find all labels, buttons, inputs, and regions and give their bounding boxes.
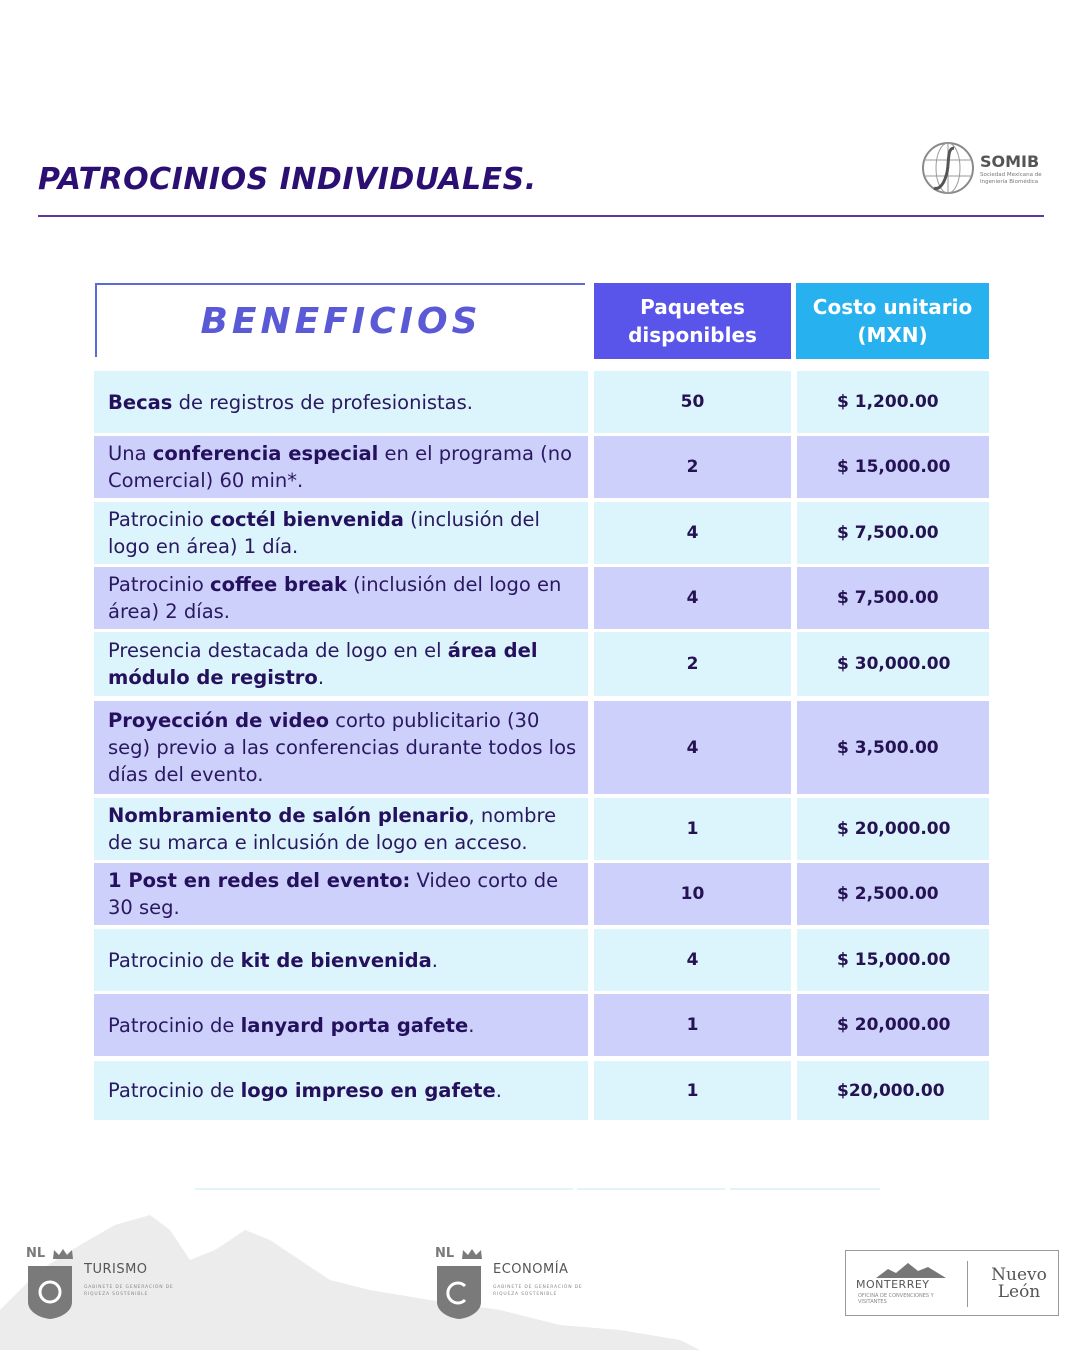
table-row	[94, 502, 989, 564]
monterrey-name: MONTERREY	[856, 1278, 930, 1291]
cost-cell: $ 3,500.00	[797, 701, 989, 794]
benefit-cell: Becas de registros de profesionistas.	[94, 371, 588, 433]
header-benefits	[95, 283, 585, 357]
crown-icon	[52, 1248, 74, 1260]
faint-divider	[577, 1188, 725, 1190]
economia-nl: NL	[435, 1246, 455, 1261]
shield-icon	[435, 1264, 483, 1320]
packages-cell: 1	[594, 798, 791, 860]
crown-icon	[461, 1248, 483, 1260]
benefit-cell: 1 Post en redes del evento: Video corto de 30 seg.	[94, 863, 588, 925]
cost-cell: $ 15,000.00	[797, 436, 989, 498]
benefit-cell: Patrocinio coffee break (inclusión del logo en área) 2 días.	[94, 567, 588, 629]
cost-cell: $20,000.00	[797, 1061, 989, 1120]
faint-divider	[195, 1188, 573, 1190]
page-title: PATROCINIOS INDIVIDUALES.	[38, 162, 537, 197]
header-packages: Paquetes disponibles	[594, 283, 791, 359]
cost-cell: $ 20,000.00	[797, 798, 989, 860]
packages-cell: 4	[594, 929, 791, 991]
somib-logo	[920, 140, 1050, 198]
faint-divider	[730, 1188, 880, 1190]
table-row	[94, 994, 989, 1056]
benefit-cell: Patrocinio de kit de bienvenida.	[94, 929, 588, 991]
benefit-cell: Proyección de video corto publicitario (30 seg) previo a las conferencias durante todos los días del evento.	[94, 701, 588, 794]
turismo-nl: NL	[26, 1246, 46, 1261]
table-row	[94, 1061, 989, 1120]
table-row	[94, 632, 989, 696]
benefit-cell: Nombramiento de salón plenario, nombre de su marca e inlcusión de logo en acceso.	[94, 798, 588, 860]
header-benefits-label: BENEFICIOS	[200, 300, 482, 342]
title-divider	[38, 215, 1044, 217]
table-row	[94, 371, 989, 433]
packages-cell: 1	[594, 994, 791, 1056]
benefit-cell: Patrocinio coctél bienvenida (inclusión del logo en área) 1 día.	[94, 502, 588, 564]
cost-cell: $ 7,500.00	[797, 502, 989, 564]
packages-cell: 50	[594, 371, 791, 433]
cost-cell: $ 2,500.00	[797, 863, 989, 925]
nuevo-leon-logo: Nuevo León	[991, 1265, 1047, 1302]
table-row	[94, 863, 989, 925]
somib-name: SOMIB	[980, 152, 1040, 171]
benefit-cell: Patrocinio de logo impreso en gafete.	[94, 1061, 588, 1120]
packages-cell: 4	[594, 701, 791, 794]
somib-subtitle: Sociedad Mexicana de Ingeniería Biomédica	[980, 172, 1042, 185]
somib-globe-icon	[920, 140, 978, 198]
cost-cell: $ 15,000.00	[797, 929, 989, 991]
header-cost: Costo unitario (MXN)	[796, 283, 989, 359]
packages-cell: 2	[594, 436, 791, 498]
monterrey-nuevo-leon-logo	[845, 1250, 1059, 1316]
monterrey-mountain-icon	[876, 1261, 946, 1279]
benefit-cell: Patrocinio de lanyard porta gafete.	[94, 994, 588, 1056]
table-row	[94, 929, 989, 991]
packages-cell: 10	[594, 863, 791, 925]
packages-cell: 4	[594, 502, 791, 564]
shield-icon	[26, 1264, 74, 1320]
cost-cell: $ 7,500.00	[797, 567, 989, 629]
turismo-label: TURISMO	[84, 1262, 148, 1277]
economia-sub: GABINETE DE GENERACIÓN DE RIQUEZA SOSTENIBLE	[493, 1285, 583, 1297]
packages-cell: 2	[594, 632, 791, 696]
table-row	[94, 567, 989, 629]
table-row	[94, 436, 989, 498]
cost-cell: $ 20,000.00	[797, 994, 989, 1056]
monterrey-sub: OFICINA DE CONVENCIONES Y VISITANTES	[858, 1293, 934, 1305]
packages-cell: 4	[594, 567, 791, 629]
benefit-cell: Presencia destacada de logo en el área del módulo de registro.	[94, 632, 588, 696]
table-row	[94, 701, 989, 794]
benefit-cell: Una conferencia especial en el programa (no Comercial) 60 min*.	[94, 436, 588, 498]
packages-cell: 1	[594, 1061, 791, 1120]
cost-cell: $ 1,200.00	[797, 371, 989, 433]
table-row	[94, 798, 989, 860]
cost-cell: $ 30,000.00	[797, 632, 989, 696]
logo-divider	[967, 1261, 968, 1307]
economia-label: ECONOMÍA	[493, 1262, 569, 1277]
turismo-sub: GABINETE DE GENERACIÓN DE RIQUEZA SOSTENIBLE	[84, 1285, 174, 1297]
